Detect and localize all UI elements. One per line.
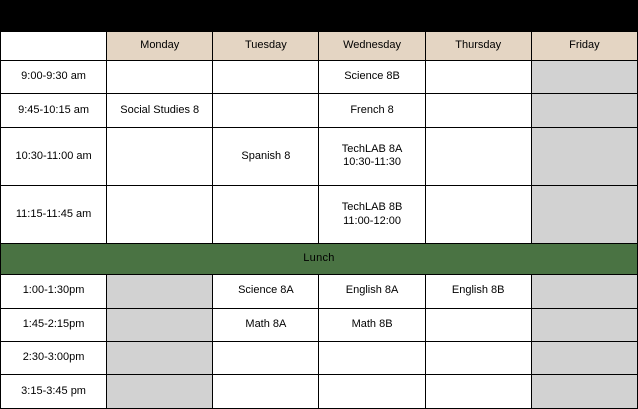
schedule-cell-line: English 8B (451, 284, 505, 297)
time-slot-label: 2:30-3:00pm (1, 342, 107, 375)
schedule-cell[interactable] (319, 127, 425, 185)
schedule-cell-line: Social Studies 8 (120, 103, 200, 116)
schedule-cell-blocked[interactable] (531, 308, 637, 341)
schedule-cell[interactable] (319, 94, 425, 127)
time-slot-label: 9:45-10:15 am (1, 94, 107, 127)
schedule-cell[interactable] (425, 308, 531, 341)
lunch-row (1, 244, 638, 275)
schedule-cell-blocked[interactable] (107, 275, 213, 308)
schedule-cell[interactable] (425, 186, 531, 244)
schedule-row (1, 275, 638, 308)
schedule-cell-line: Math 8A (245, 317, 287, 330)
schedule-row (1, 94, 638, 127)
schedule-cell-line: Math 8B (351, 317, 393, 330)
schedule-cell[interactable] (213, 375, 319, 409)
schedule-cell-line: TechLAB 8B (341, 200, 403, 213)
schedule-row (1, 61, 638, 94)
schedule-cell-line: French 8 (350, 103, 394, 116)
schedule-cell[interactable] (213, 342, 319, 375)
schedule-cell[interactable] (213, 61, 319, 94)
schedule-cell-blocked[interactable] (531, 127, 637, 185)
schedule-cell[interactable] (107, 127, 213, 185)
schedule-cell[interactable] (213, 127, 319, 185)
schedule-cell[interactable] (425, 375, 531, 409)
schedule-cell[interactable] (425, 127, 531, 185)
schedule-cell[interactable] (107, 94, 213, 127)
time-slot-label: 11:15-11:45 am (1, 186, 107, 244)
day-header-wednesday: Wednesday (319, 32, 425, 61)
schedule-row (1, 308, 638, 341)
schedule-cell[interactable] (213, 94, 319, 127)
schedule-cell[interactable] (107, 61, 213, 94)
schedule-cell-line: 10:30-11:30 (343, 156, 401, 169)
schedule-cell[interactable] (425, 275, 531, 308)
page-title: Grade 8 (1, 1, 638, 32)
title-row (1, 1, 638, 32)
day-header-monday: Monday (107, 32, 213, 61)
schedule-cell[interactable] (213, 186, 319, 244)
schedule-cell[interactable] (107, 186, 213, 244)
time-slot-label: 1:45-2:15pm (1, 308, 107, 341)
schedule-cell-blocked[interactable] (531, 375, 637, 409)
day-header-tuesday: Tuesday (213, 32, 319, 61)
schedule-cell[interactable] (319, 275, 425, 308)
schedule-cell-blocked[interactable] (531, 94, 637, 127)
time-slot-label: 1:00-1:30pm (1, 275, 107, 308)
day-header-row (1, 32, 638, 61)
day-header-thursday: Thursday (425, 32, 531, 61)
schedule-row (1, 375, 638, 409)
schedule-cell-line: 11:00-12:00 (343, 214, 401, 227)
day-header-friday: Friday (531, 32, 637, 61)
schedule-cell-blocked[interactable] (107, 375, 213, 409)
schedule-cell[interactable] (425, 342, 531, 375)
schedule-cell-line: English 8A (345, 284, 399, 297)
schedule-cell[interactable] (319, 186, 425, 244)
schedule-cell-blocked[interactable] (531, 275, 637, 308)
schedule-cell[interactable] (319, 308, 425, 341)
time-slot-label: 9:00-9:30 am (1, 61, 107, 94)
schedule-cell[interactable] (319, 342, 425, 375)
schedule-body (1, 1, 638, 409)
schedule-cell-blocked[interactable] (107, 308, 213, 341)
header-corner-cell (1, 32, 107, 61)
schedule-row (1, 342, 638, 375)
time-slot-label: 10:30-11:00 am (1, 127, 107, 185)
schedule-cell-blocked[interactable] (531, 342, 637, 375)
schedule-row (1, 127, 638, 185)
schedule-cell[interactable] (213, 308, 319, 341)
schedule-cell-line: Science 8B (344, 70, 400, 83)
time-slot-label: 3:15-3:45 pm (1, 375, 107, 409)
schedule-cell-line: TechLAB 8A (341, 142, 403, 155)
schedule-row (1, 186, 638, 244)
lunch-label: Lunch (1, 244, 638, 275)
schedule-cell[interactable] (425, 61, 531, 94)
schedule-cell-blocked[interactable] (531, 186, 637, 244)
schedule-cell-line: Science 8A (238, 284, 294, 297)
schedule-cell[interactable] (213, 275, 319, 308)
schedule-cell[interactable] (319, 61, 425, 94)
schedule-cell-blocked[interactable] (531, 61, 637, 94)
schedule-cell[interactable] (425, 94, 531, 127)
schedule-cell-line: Spanish 8 (241, 149, 291, 162)
schedule-cell[interactable] (319, 375, 425, 409)
schedule-cell-blocked[interactable] (107, 342, 213, 375)
